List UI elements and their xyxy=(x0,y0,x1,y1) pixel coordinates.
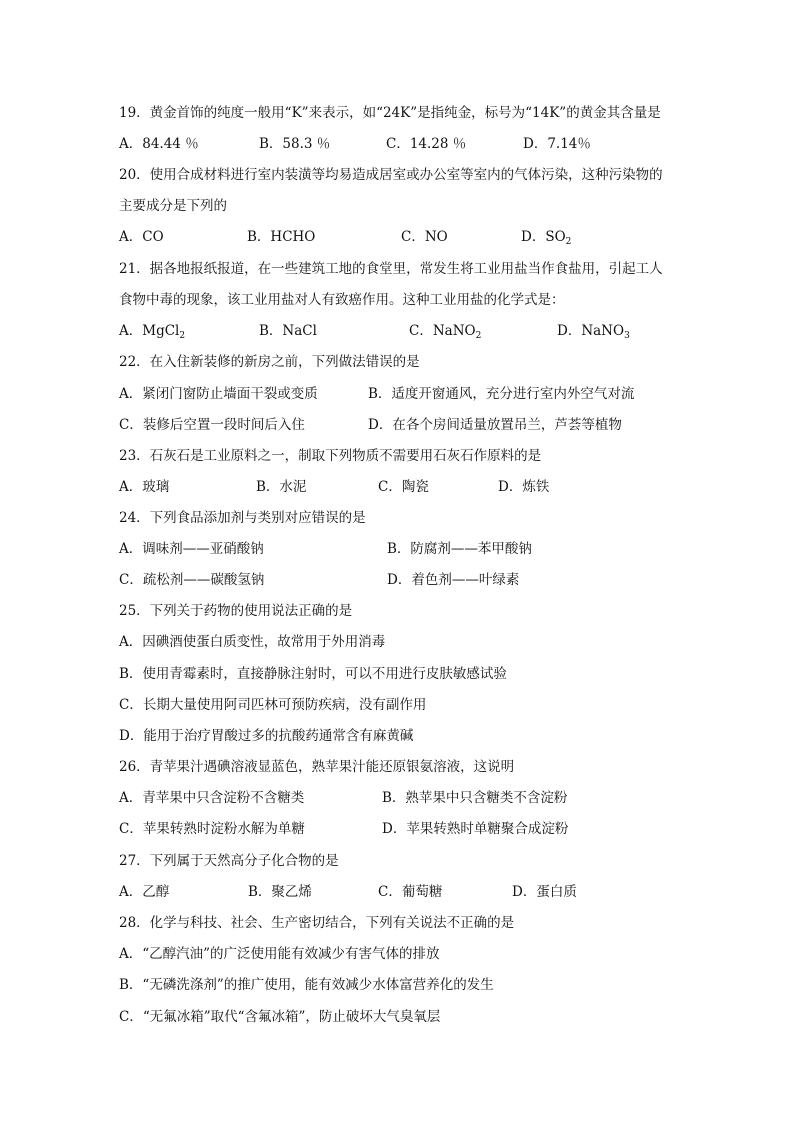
question-28-option-b: B．“无磷洗涤剂”的推广使用，能有效减少水体富营养化的发生 xyxy=(119,977,494,993)
question-27-option-b: B．聚乙烯 xyxy=(248,884,312,900)
question-24-option-b: B．防腐剂——苯甲酸钠 xyxy=(387,541,532,557)
question-21-option-d xyxy=(557,321,630,341)
question-23-stem: 23．石灰石是工业原料之一，制取下列物质不需要用石灰石作原料的是 xyxy=(119,448,542,464)
question-21-stem-line-1: 21．据各地报纸报道，在一些建筑工地的食堂里，常发生将工业用盐当作食盐用，引起工人 xyxy=(119,261,663,277)
question-27-option-d: D．蛋白质 xyxy=(512,884,577,900)
question-21-option-a xyxy=(119,321,185,341)
question-27-stem: 27．下列属于天然高分子化合物的是 xyxy=(119,853,339,869)
question-23-option-d: D．炼铁 xyxy=(498,479,550,495)
question-20-option-c: C．NO xyxy=(401,229,448,245)
question-28-option-c: C．“无氟冰箱”取代“含氟冰箱”，防止破坏大气臭氧层 xyxy=(119,1009,441,1025)
question-20-option-d-text: D．SO xyxy=(521,229,566,245)
question-25-stem: 25．下列关于药物的使用说法正确的是 xyxy=(119,603,353,619)
question-28-option-a: A．“乙醇汽油”的广泛使用能有效减少有害气体的排放 xyxy=(119,946,440,962)
question-25-option-d: D．能用于治疗胃酸过多的抗酸药通常含有麻黄碱 xyxy=(119,728,414,744)
question-20-option-a: A．CO xyxy=(119,229,164,245)
question-19-option-c: C．14.28 ％ xyxy=(386,136,467,152)
question-23-option-b: B．水泥 xyxy=(256,479,307,495)
question-21-option-a-text: A．MgCl xyxy=(119,323,180,339)
question-24-option-a: A．调味剂——亚硝酸钠 xyxy=(119,541,264,557)
question-21-option-c-subscript: 2 xyxy=(475,331,482,341)
question-26-option-a: A．青苹果中只含淀粉不含糖类 xyxy=(119,790,305,806)
question-21-option-d-text: D．NaNO xyxy=(557,323,625,339)
question-19-option-a: A．84.44 ％ xyxy=(119,136,199,152)
question-24-option-c: C．疏松剂——碳酸氢钠 xyxy=(119,572,265,588)
question-21-option-c-text: C．NaNO xyxy=(409,323,476,339)
question-20-stem-line-1: 20．使用合成材料进行室内装潢等均易造成居室或办公室等室内的气体污染，这种污染物的 xyxy=(119,167,663,183)
question-20-option-b: B．HCHO xyxy=(247,229,316,245)
question-20-option-d-subscript: 2 xyxy=(565,237,572,247)
question-19-option-d: D．7.14％ xyxy=(523,136,591,152)
question-25-option-a: A．因碘酒使蛋白质变性，故常用于外用消毒 xyxy=(119,634,386,650)
question-20-option-d xyxy=(521,227,571,247)
question-22-option-d: D．在各个房间适量放置吊兰，芦荟等植物 xyxy=(368,417,622,433)
question-23-option-c: C．陶瓷 xyxy=(378,479,429,495)
question-22-option-c: C．装修后空置一段时间后入住 xyxy=(119,417,305,433)
question-21-option-d-subscript: 3 xyxy=(624,331,630,341)
question-24-option-d: D．着色剂——叶绿素 xyxy=(387,572,520,588)
question-28-stem: 28．化学与科技、社会、生产密切结合，下列有关说法不正确的是 xyxy=(119,915,515,931)
question-21-stem-line-2: 食物中毒的现象，该工业用盐对人有致癌作用。这种工业用盐的化学式是： xyxy=(119,292,565,308)
question-21-option-a-subscript: 2 xyxy=(179,331,186,341)
question-23-option-a: A．玻璃 xyxy=(119,479,170,495)
question-25-option-c: C．长期大量使用阿司匹林可预防疾病，没有副作用 xyxy=(119,697,427,713)
question-22-stem: 22．在入住新装修的新房之前，下列做法错误的是 xyxy=(119,354,420,370)
question-26-option-c: C．苹果转熟时淀粉水解为单糖 xyxy=(119,821,305,837)
question-19-option-b: B．58.3 ％ xyxy=(259,136,331,152)
question-26-option-b: B．熟苹果中只含糖类不含淀粉 xyxy=(382,790,568,806)
question-26-option-d: D．苹果转熟时单糖聚合成淀粉 xyxy=(382,821,569,837)
question-25-option-b: B．使用青霉素时，直接静脉注射时，可以不用进行皮肤敏感试验 xyxy=(119,666,507,682)
question-27-option-c: C．葡萄糖 xyxy=(378,884,443,900)
question-21-option-c xyxy=(409,321,481,341)
question-22-option-b: B．适度开窗通风，充分进行室内外空气对流 xyxy=(368,386,635,402)
question-26-stem: 26．青苹果汁遇碘溶液显蓝色，熟苹果汁能还原银氨溶液，这说明 xyxy=(119,759,515,775)
question-24-stem: 24．下列食品添加剂与类别对应错误的是 xyxy=(119,510,366,526)
question-20-stem-line-2: 主要成分是下列的 xyxy=(119,198,227,214)
question-27-option-a: A．乙醇 xyxy=(119,884,170,900)
question-22-option-a: A．紧闭门窗防止墙面干裂或变质 xyxy=(119,386,318,402)
question-19-stem: 19．黄金首饰的纯度一般用“K”来表示，如“24K”是指纯金，标号为“14K”的黄金其含量是 xyxy=(119,105,661,121)
question-21-option-b: B．NaCl xyxy=(259,323,317,339)
